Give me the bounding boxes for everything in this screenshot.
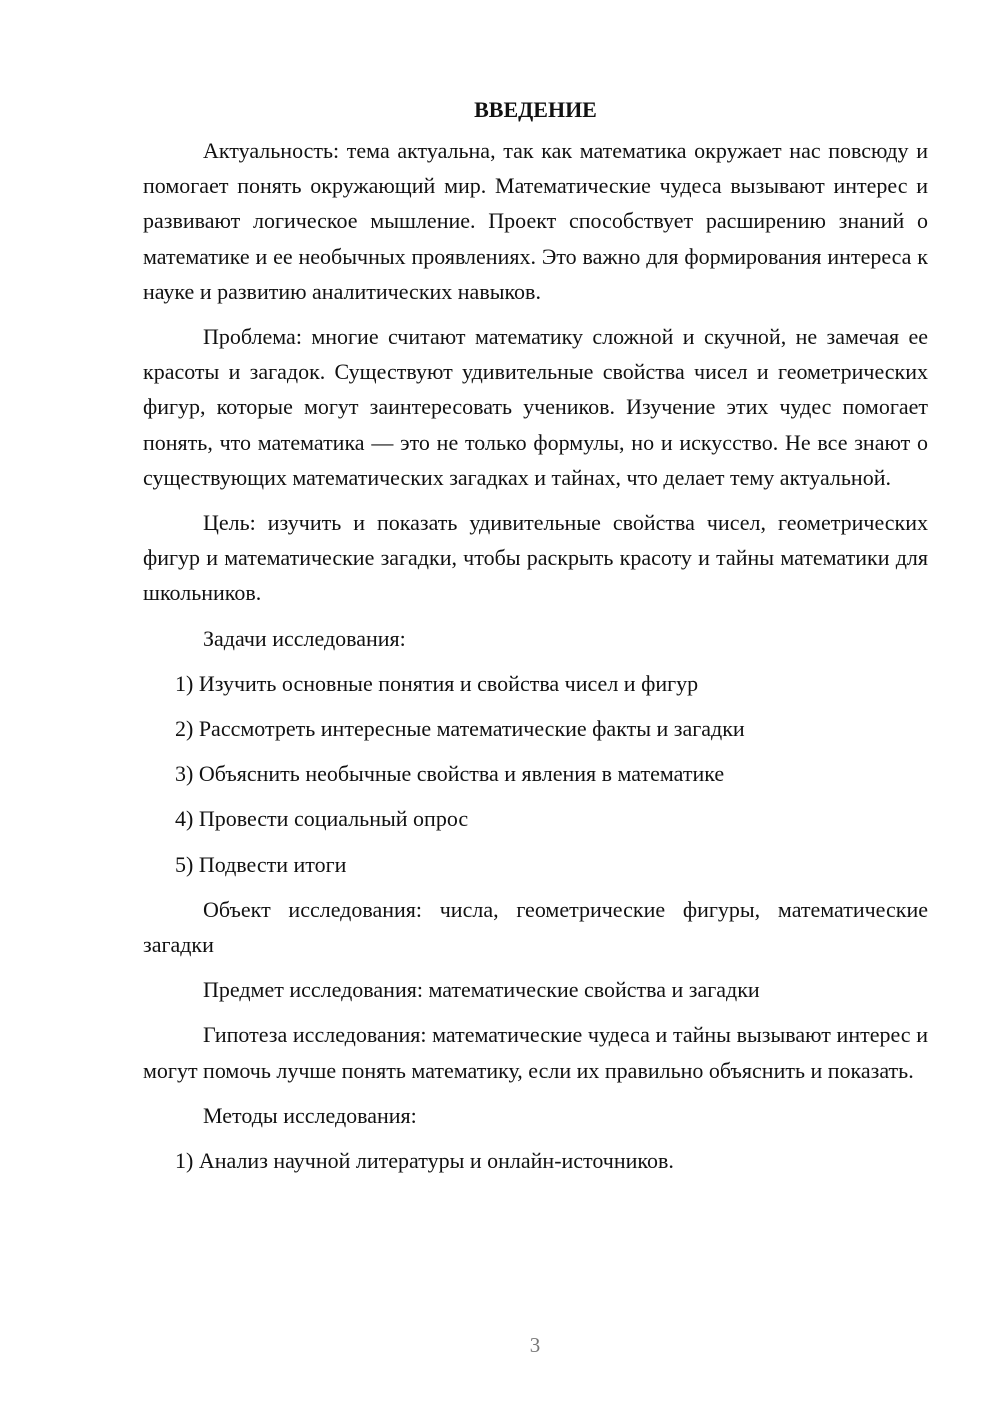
paragraph-goal: Цель: изучить и показать удивительные свойства чисел, геометрических фигур и математические загадки, чтобы раскрыть красоту и тайны математики для школьников. [143, 510, 928, 606]
tasks-heading: Задачи исследования: [203, 625, 406, 651]
paragraph-problem: Проблема: многие считают математику сложной и скучной, не замечая ее красоты и загадок. Существуют удивительные свойства чисел и геометрических фигур, которые могут заинтересовать учеников. Изучение этих чудес помогает понять, что математика — это не только формулы, но и искусство. Не все знают о существующих математических загадках и тайнах, что делает тему актуальной. [143, 324, 928, 490]
method-item-1: 1) Анализ научной литературы и онлайн-источников. [175, 1148, 674, 1174]
page-number: 3 [529, 1333, 541, 1357]
page-title: ВВЕДЕНИЕ [474, 97, 597, 122]
task-item-2: 2) Рассмотреть интересные математические факты и загадки [175, 716, 745, 742]
paragraph-hypothesis: Гипотеза исследования: математические чудеса и тайны вызывают интерес и могут помочь лучше понять математику, если их правильно объяснить и показать. [143, 1022, 928, 1083]
paragraph-relevance: Актуальность: тема актуальна, так как математика окружает нас повсюду и помогает понять окружающий мир. Математические чудеса вызывают интерес и развивают логическое мышление. Проект способствует расширению знаний о математике и ее необычных проявлениях. Это важно для формирования интереса к науке и развитию аналитических навыков. [143, 138, 928, 304]
task-item-3: 3) Объяснить необычные свойства и явления в математике [175, 761, 725, 787]
task-item-4: 4) Провести социальный опрос [175, 806, 469, 832]
task-item-1: 1) Изучить основные понятия и свойства чисел и фигур [175, 670, 699, 696]
document-page [143, 92, 928, 1188]
methods-heading: Методы исследования: [203, 1102, 417, 1128]
paragraph-subject: Предмет исследования: математические свойства и загадки [203, 977, 760, 1003]
task-item-5: 5) Подвести итоги [175, 851, 347, 877]
paragraph-object: Объект исследования: числа, геометрические фигуры, математические загадки [143, 896, 928, 958]
